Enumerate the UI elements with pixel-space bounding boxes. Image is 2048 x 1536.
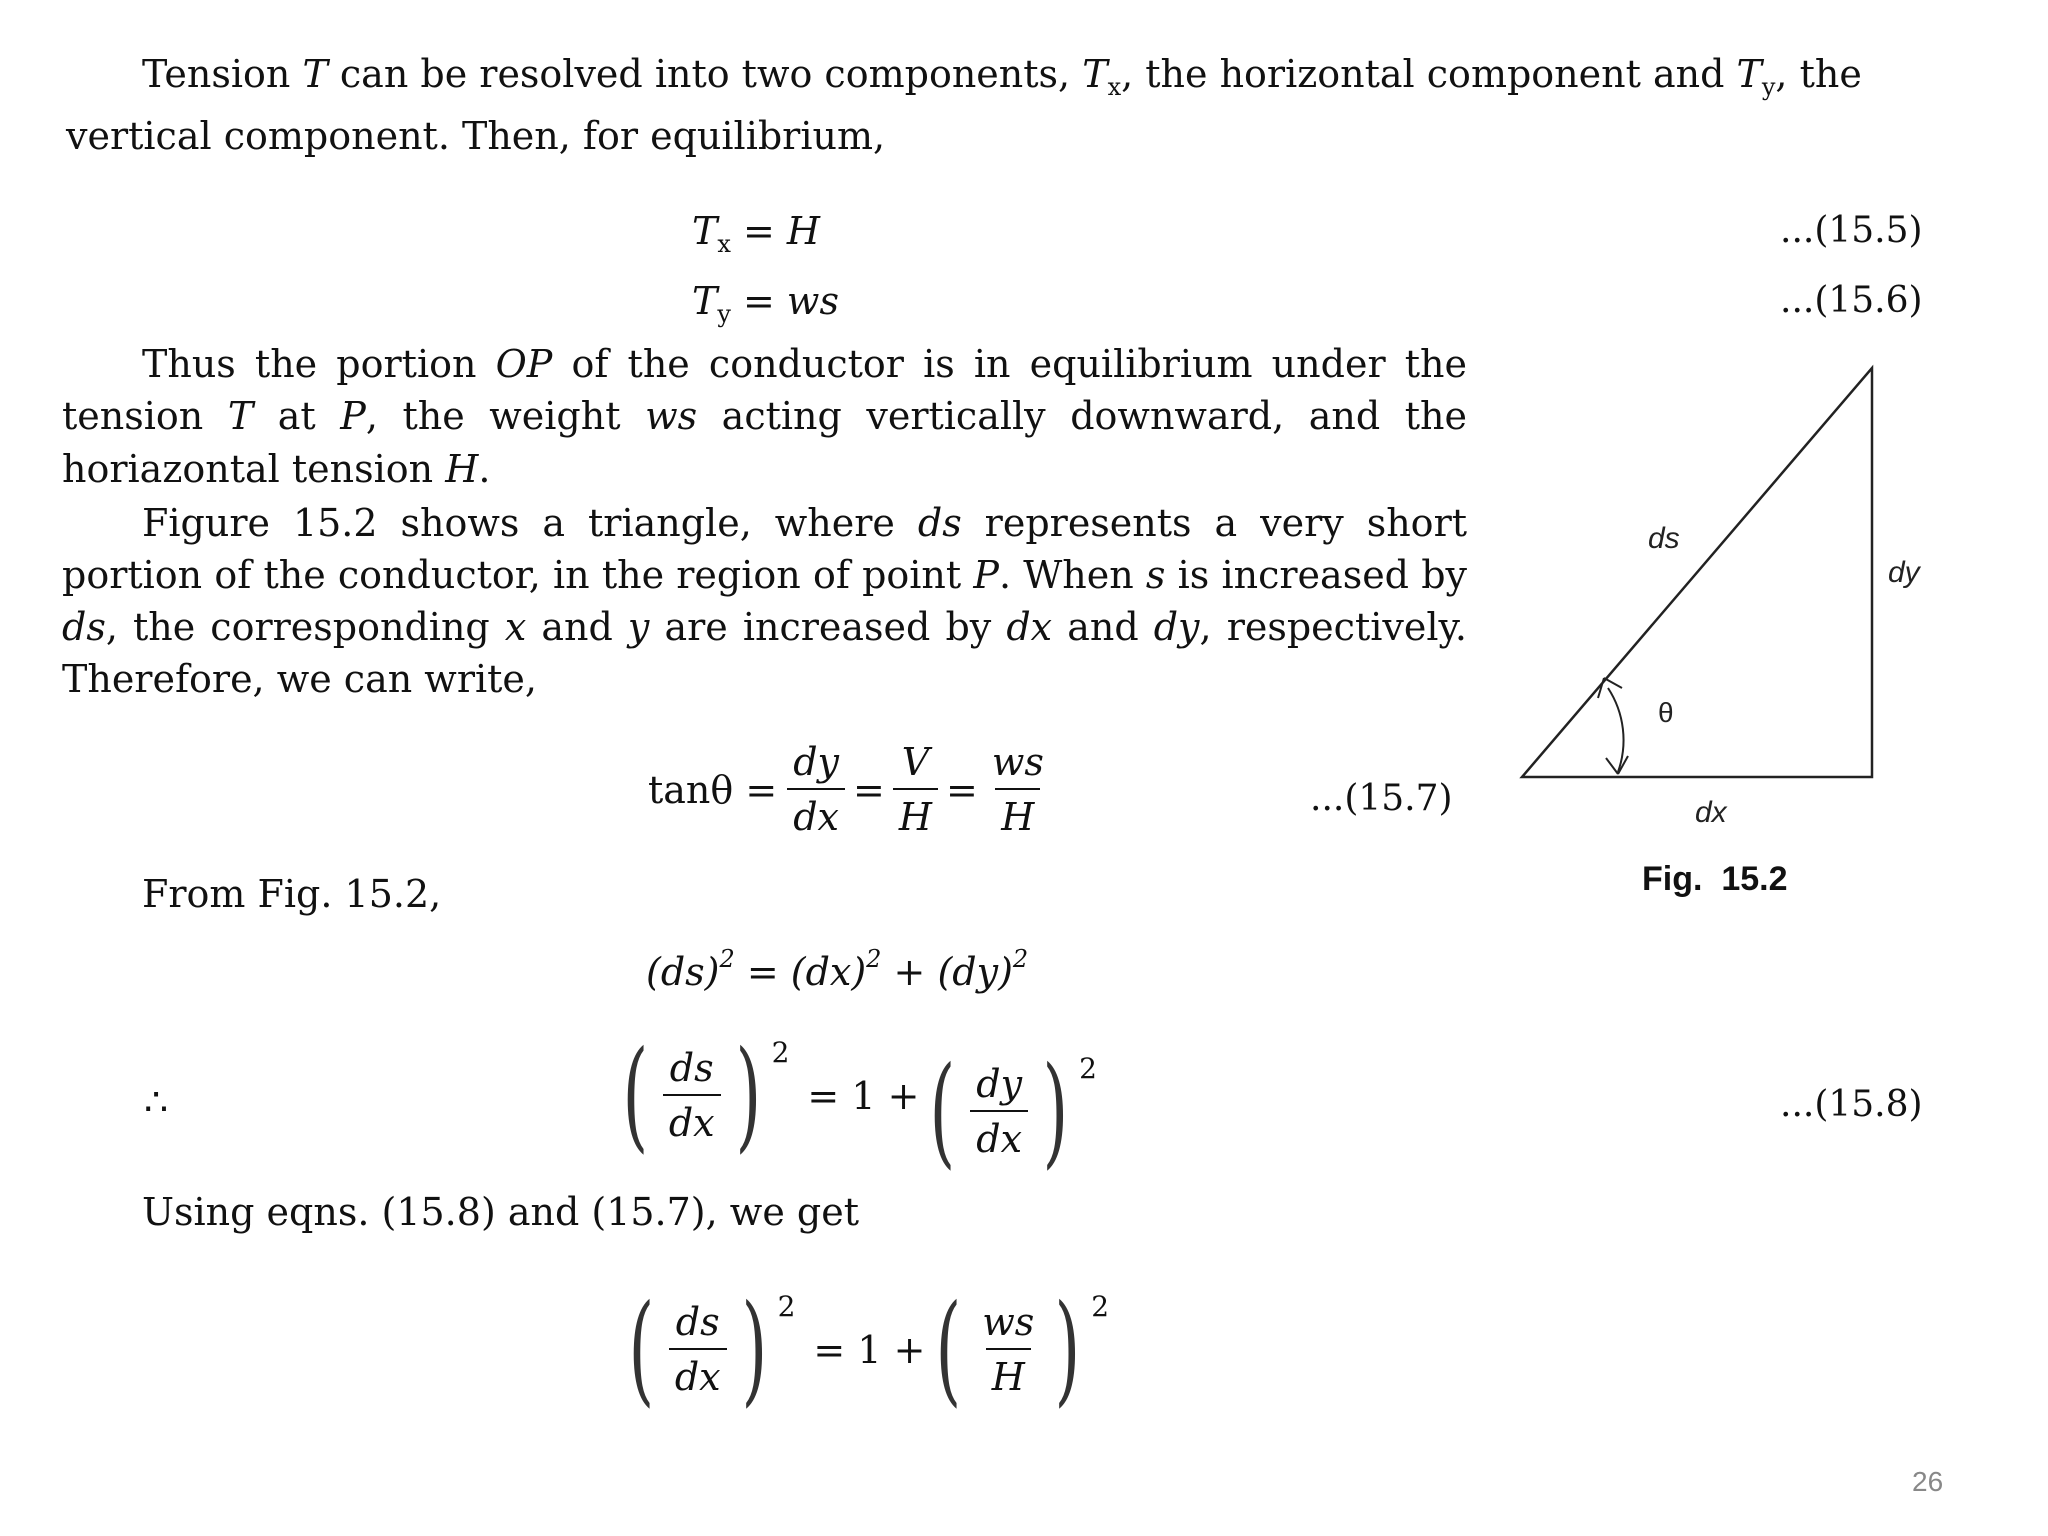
fraction-dy-dx: $\frac{dy}{dx}$ <box>787 736 845 844</box>
triangle-outline <box>1522 368 1872 777</box>
figure-15-2-triangle <box>1500 350 1960 910</box>
paragraph-2-line-3: ds, the corresponding x and y are increased by dx and dy, respectively. <box>62 605 1467 649</box>
using-eqns-text: Using eqns. (15.8) and (15.7), we get <box>142 1190 859 1234</box>
label-ds: ds <box>1648 522 1680 555</box>
equation-15-8: ( $\frac{ds}{dx}$ ) 2 = 1 + ( $\frac{dy}{dx}$ ) 2 <box>622 1026 1097 1181</box>
equation-number-15-6: ...(15.6) <box>1780 280 1923 321</box>
paragraph-2-line-2: portion of the conductor, in the region of point P. When s is increased by <box>62 553 1467 597</box>
paragraph-1-line-3: horiazontal tension H. <box>62 447 491 491</box>
fraction-v-h: $\frac{V}{H}$ <box>893 736 938 844</box>
fraction-ws-h: $\frac{ws}{H}$ <box>986 736 1050 844</box>
label-dx: dx <box>1695 796 1727 829</box>
equation-number-15-5: ...(15.5) <box>1780 210 1923 251</box>
fraction-ws-h-final: $\frac{ws}{H}$ <box>976 1296 1040 1404</box>
fraction-ds-dx-final: $\frac{ds}{dx}$ <box>669 1296 727 1404</box>
paragraph-1-line-1: Thus the portion OP of the conductor is in equilibrium under the <box>142 342 1467 386</box>
arc-arrowhead-top <box>1598 678 1622 698</box>
equation-pythagoras: (ds)$^2$ = (dx)$^2$ + (dy)$^2$ <box>646 945 1029 994</box>
paragraph-2-line-1: Figure 15.2 shows a triangle, where ds represents a very short <box>142 501 1467 545</box>
from-fig-text: From Fig. 15.2, <box>142 872 442 916</box>
label-dy: dy <box>1888 556 1920 589</box>
equation-number-15-8: ...(15.8) <box>1780 1084 1923 1125</box>
paragraph-1-line-2: tension T at P, the weight ws acting vertically downward, and the <box>62 394 1467 438</box>
therefore-symbol: ∴ <box>144 1080 169 1124</box>
equation-number-15-7: ...(15.7) <box>1310 778 1453 819</box>
fraction-dy-dx-2: $\frac{dy}{dx}$ <box>970 1058 1028 1166</box>
fraction-ds-dx: $\frac{ds}{dx}$ <box>663 1042 721 1150</box>
equation-15-7: tanθ = $\frac{dy}{dx}$ = $\frac{V}{H}$ = $\frac{ws}{H}$ <box>648 736 1054 844</box>
figure-caption: Fig. 15.2 <box>1642 860 1788 898</box>
equation-15-6: $T_y$ = ws <box>692 279 839 328</box>
intro-line-1: Tension T can be resolved into two components, $T_x$, the horizontal component and $T_y$, the <box>142 52 1862 101</box>
intro-line-2: vertical component. Then, for equilibrium, <box>66 114 886 158</box>
theta-arc <box>1608 688 1624 772</box>
page-number: 26 <box>1912 1466 1944 1497</box>
paragraph-2-line-4: Therefore, we can write, <box>62 657 537 701</box>
arc-arrowhead-bottom <box>1606 756 1628 774</box>
label-theta: θ <box>1658 697 1674 728</box>
equation-final: ( $\frac{ds}{dx}$ ) 2 = 1 + ( $\frac{ws}{H}$ ) 2 <box>628 1280 1110 1419</box>
equation-15-5: $T_x = H$ <box>692 209 821 258</box>
